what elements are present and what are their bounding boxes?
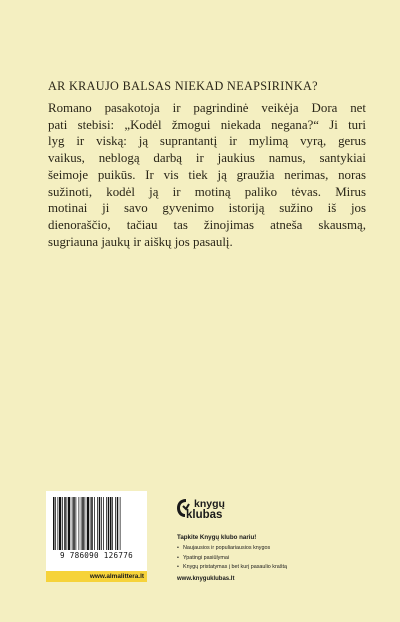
book-club-info [177,533,357,584]
blurb-heading: AR KRAUJO BALSAS NIEKAD NEAPSIRINKA? [48,79,318,93]
knygu-klubas-logo [176,497,236,527]
blurb-line: vaikus, neblogą darbą ir jaukius namus, santykiai [48,151,366,166]
logo-text-line2: klubas [186,509,223,521]
blurb-line: motinai ji savo gyvenimo istoriją sužino iš jos [48,201,366,216]
blurb-line: pati stebisi: „Kodėl žmogui niekada negana?“ Ji turi [48,117,366,132]
blurb-text [48,100,366,250]
isbn-number: 9 786090 126776 [59,551,134,560]
club-benefit-item: • Naujausios ir populiariausios knygos [177,544,357,554]
club-title: Tapkite Knygų klubo nariu! [177,534,257,541]
barcode-bars [52,497,141,552]
logo-text-line1: knygų [194,498,225,510]
publisher-url: www.almalittera.lt [46,571,147,582]
club-benefit-item: • Ypatingi pasiūlymai [177,554,357,564]
blurb-line: sužinoti, kodėl ją ir motiną paliko tėvas. Mirus [48,184,366,199]
blurb-line: šeimoje puikūs. Ir vis tiek ją graužia nerimas, noras [48,167,366,182]
isbn-barcode [46,491,147,571]
blurb-line: lyg ir viską: ją suprantantį ir mylimą vyrą, gerus [48,134,366,149]
club-benefits-list [177,544,357,573]
blurb-line: Romano pasakotoja ir pagrindinė veikėja Dora net [48,101,366,115]
blurb-line: sugriauna jaukų ir aiškų jos pasaulį. [48,234,233,249]
club-url: www.knyguklubas.lt [177,575,235,582]
blurb-line: dienoraščio, tačiau tas žinojimas atneša skausmą, [48,217,366,232]
club-benefit-item: • Knygų pristatymas į bet kurį pasaulio kraštą [177,563,357,573]
